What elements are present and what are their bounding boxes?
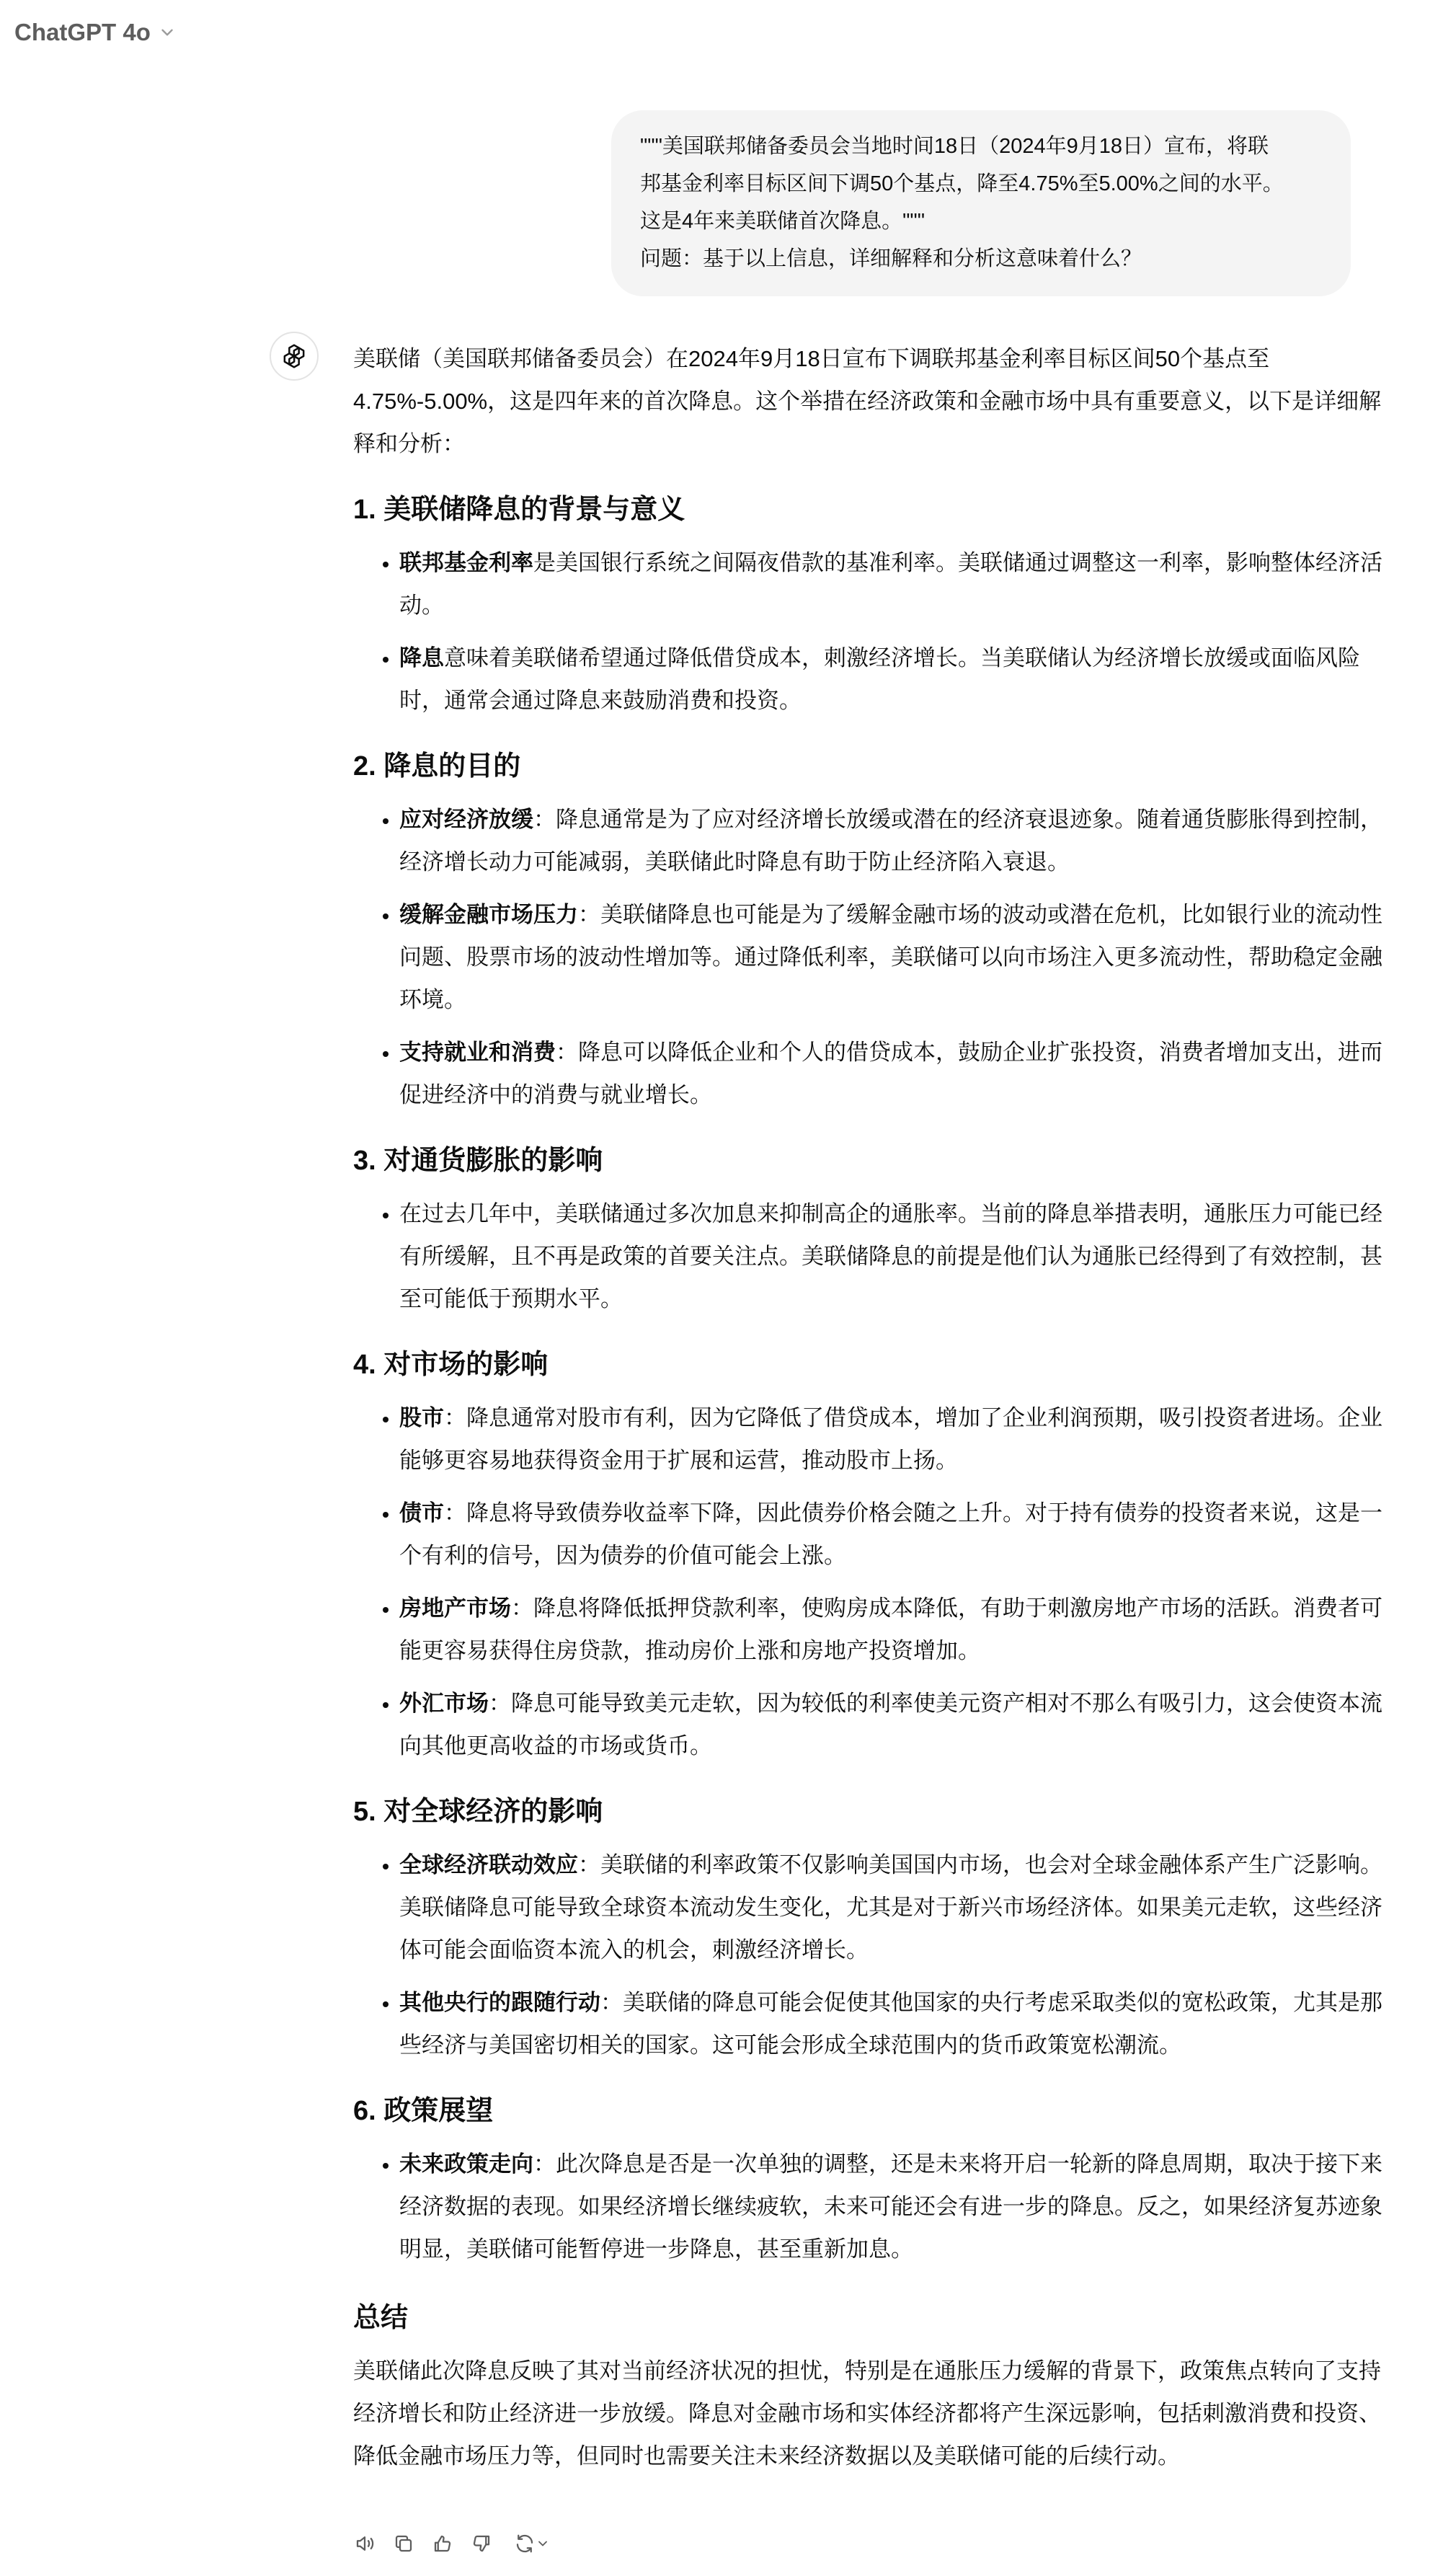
list-item-text: 降息将降低抵押贷款利率，使购房成本降低，有助于刺激房地产市场的活跃。消费者可能更容易获得住房贷款，推动房价上涨和房地产投资增加。: [399, 1596, 1382, 1663]
list-item-text: 美联储的降息可能会促使其他国家的央行考虑采取类似的宽松政策，尤其是那些经济与美国密切相关的国家。这可能会形成全球范围内的货币政策宽松潮流。: [399, 1990, 1382, 2058]
bullet-list: [353, 1192, 1398, 1320]
answer-intro: 美联储（美国联邦储备委员会）在2024年9月18日宣布下调联邦基金利率目标区间50个基点至4.75%-5.00%，这是四年来的首次降息。这个举措在经济政策和金融市场中具有重要意义，以下是详细解释和分析：: [353, 346, 1382, 456]
list-item-text: 是美国银行系统之间隔夜借款的基准利率。美联储通过调整这一利率，影响整体经济活动。: [399, 550, 1382, 618]
list-item-term: 缓解金融市场压力: [399, 902, 578, 927]
summary-title: 总结: [353, 2303, 409, 2333]
list-item-term: 全球经济联动效应: [399, 1852, 578, 1877]
list-item-text: 降息通常是为了应对经济增长放缓或潜在的经济衰退迹象。随着通货膨胀得到控制，经济增长动力可能减弱，美联储此时降息有助于防止经济陷入衰退。: [399, 807, 1382, 875]
model-title: ChatGPT 4o: [14, 19, 151, 45]
list-item-text: 降息可能导致美元走软，因为较低的利率使美元资产相对不那么有吸引力，这会使资本流向其他更高收益的市场或货币。: [399, 1691, 1382, 1758]
list-item-sep: ：: [533, 807, 556, 832]
list-item: [399, 1587, 1398, 1672]
bullet-list: [353, 2143, 1398, 2270]
list-item-text: 美联储降息也可能是为了缓解金融市场的波动或潜在危机，比如银行业的流动性问题、股票市场的波动性增加等。通过降低利率，美联储可以向市场注入更多流动性，帮助稳定金融环境。: [399, 902, 1382, 1012]
list-item: [399, 637, 1398, 722]
list-item-text: 降息通常对股市有利，因为它降低了借贷成本，增加了企业利润预期，吸引投资者进场。企业能够更容易地获得资金用于扩展和运营，推动股市上扬。: [399, 1405, 1382, 1473]
list-item-sep: ：: [444, 1500, 466, 1526]
section-title: 1. 美联储降息的背景与意义: [353, 495, 685, 525]
list-item-term: 房地产市场: [399, 1596, 511, 1621]
list-item: [399, 893, 1398, 1021]
list-item: [399, 1844, 1398, 1971]
list-item-sep: ：: [444, 1405, 466, 1430]
list-item-text: 美联储的利率政策不仅影响美国国内市场，也会对全球金融体系产生广泛影响。美联储降息可能导致全球资本流动发生变化，尤其是对于新兴市场经济体。如果美元走软，这些经济体可能会面临资本流入的机会，刺激经济增长。: [399, 1852, 1382, 1962]
section-title: 2. 降息的目的: [353, 751, 521, 782]
list-item-text: 此次降息是否是一次单独的调整，还是未来将开启一轮新的降息周期，取决于接下来经济数据的表现。如果经济增长继续疲软，未来可能还会有进一步的降息。反之，如果经济复苏迹象明显，美联储可能暂停进一步降息，甚至重新加息。: [399, 2151, 1382, 2262]
regenerate-icon: [514, 2533, 536, 2554]
list-item-term: 联邦基金利率: [399, 550, 533, 575]
list-item-term: 支持就业和消费: [399, 1040, 556, 1065]
list-item-term: 未来政策走向: [399, 2151, 533, 2177]
assistant-message: [353, 337, 1398, 2477]
speaker-icon: [354, 2533, 376, 2554]
list-item: [399, 1397, 1398, 1482]
bullet-list: [353, 541, 1398, 722]
summary-text: 美联储此次降息反映了其对当前经济状况的担忧，特别是在通胀压力缓解的背景下，政策焦点转向了支持经济增长和防止经济进一步放缓。降息对金融市场和实体经济都将产生深远影响，包括刺激消费和投资、降低金融市场压力等，但同时也需要关注未来经济数据以及美联储可能的后续行动。: [353, 2358, 1381, 2469]
bullet-list: [353, 1844, 1398, 2066]
thumbs-down-icon: [471, 2533, 492, 2554]
good-response-button[interactable]: [431, 2532, 454, 2555]
list-item: [399, 1981, 1398, 2066]
bullet-list: [353, 1397, 1398, 1767]
assistant-avatar: [270, 332, 319, 381]
section-title: 4. 对市场的影响: [353, 1350, 549, 1380]
copy-icon: [393, 2533, 414, 2554]
list-item-term: 债市: [399, 1500, 444, 1526]
model-selector[interactable]: [14, 16, 177, 49]
list-item-text: 降息将导致债券收益率下降，因此债券价格会随之上升。对于持有债券的投资者来说，这是一个有利的信号，因为债券的价值可能会上涨。: [399, 1500, 1382, 1568]
list-item: [399, 1031, 1398, 1116]
list-item-text: 在过去几年中，美联储通过多次加息来抑制高企的通胀率。当前的降息举措表明，通胀压力可能已经有所缓解，且不再是政策的首要关注点。美联储降息的前提是他们认为通胀已经得到了有效控制，甚至可能低于预期水平。: [399, 1201, 1382, 1311]
chevron-down-icon: [158, 23, 177, 42]
bullet-list: [353, 798, 1398, 1116]
list-item-sep: ：: [556, 1040, 578, 1065]
list-item-sep: ：: [578, 902, 600, 927]
openai-logo-icon: [280, 342, 308, 371]
list-item-text: 降息可以降低企业和个人的借贷成本，鼓励企业扩张投资，消费者增加支出，进而促进经济中的消费与就业增长。: [399, 1040, 1382, 1107]
list-item-term: 降息: [399, 645, 444, 671]
list-item: [399, 1492, 1398, 1577]
user-message-text: """美国联邦储备委员会当地时间18日（2024年9月18日）宣布，将联 邦基金利率目标区间下调50个基点，降至4.75%至5.00%之间的水平。 这是4年来美联储首次降息。""" 问题：基于以上信息，详细解释和分析这意味着什么？: [640, 135, 1284, 270]
section-title: 3. 对通货膨胀的影响: [353, 1146, 603, 1176]
message-actions: [353, 2529, 555, 2558]
thumbs-up-icon: [432, 2533, 453, 2554]
list-item: [399, 798, 1398, 883]
chevron-down-icon: [536, 2536, 550, 2551]
list-item: [399, 1192, 1398, 1320]
list-item-sep: ：: [600, 1990, 623, 2015]
list-item-sep: ：: [533, 2151, 556, 2177]
user-message-bubble: [611, 110, 1351, 296]
section-title: 6. 政策展望: [353, 2096, 494, 2126]
list-item-term: 应对经济放缓: [399, 807, 533, 832]
list-item: [399, 1682, 1398, 1767]
copy-button[interactable]: [392, 2532, 415, 2555]
list-item: [399, 2143, 1398, 2270]
bad-response-button[interactable]: [470, 2532, 493, 2555]
list-item-text: 意味着美联储希望通过降低借贷成本，刺激经济增长。当美联储认为经济增长放缓或面临风险时，通常会通过降息来鼓励消费和投资。: [399, 645, 1360, 713]
list-item-term: 外汇市场: [399, 1691, 489, 1716]
list-item-sep: ：: [511, 1596, 533, 1621]
list-item-sep: ：: [578, 1852, 600, 1877]
read-aloud-button[interactable]: [353, 2532, 376, 2555]
list-item: [399, 541, 1398, 627]
list-item-sep: ：: [489, 1691, 511, 1716]
regenerate-button[interactable]: [509, 2532, 555, 2555]
section-title: 5. 对全球经济的影响: [353, 1797, 603, 1827]
list-item-term: 股市: [399, 1405, 444, 1430]
list-item-term: 其他央行的跟随行动: [399, 1990, 600, 2015]
